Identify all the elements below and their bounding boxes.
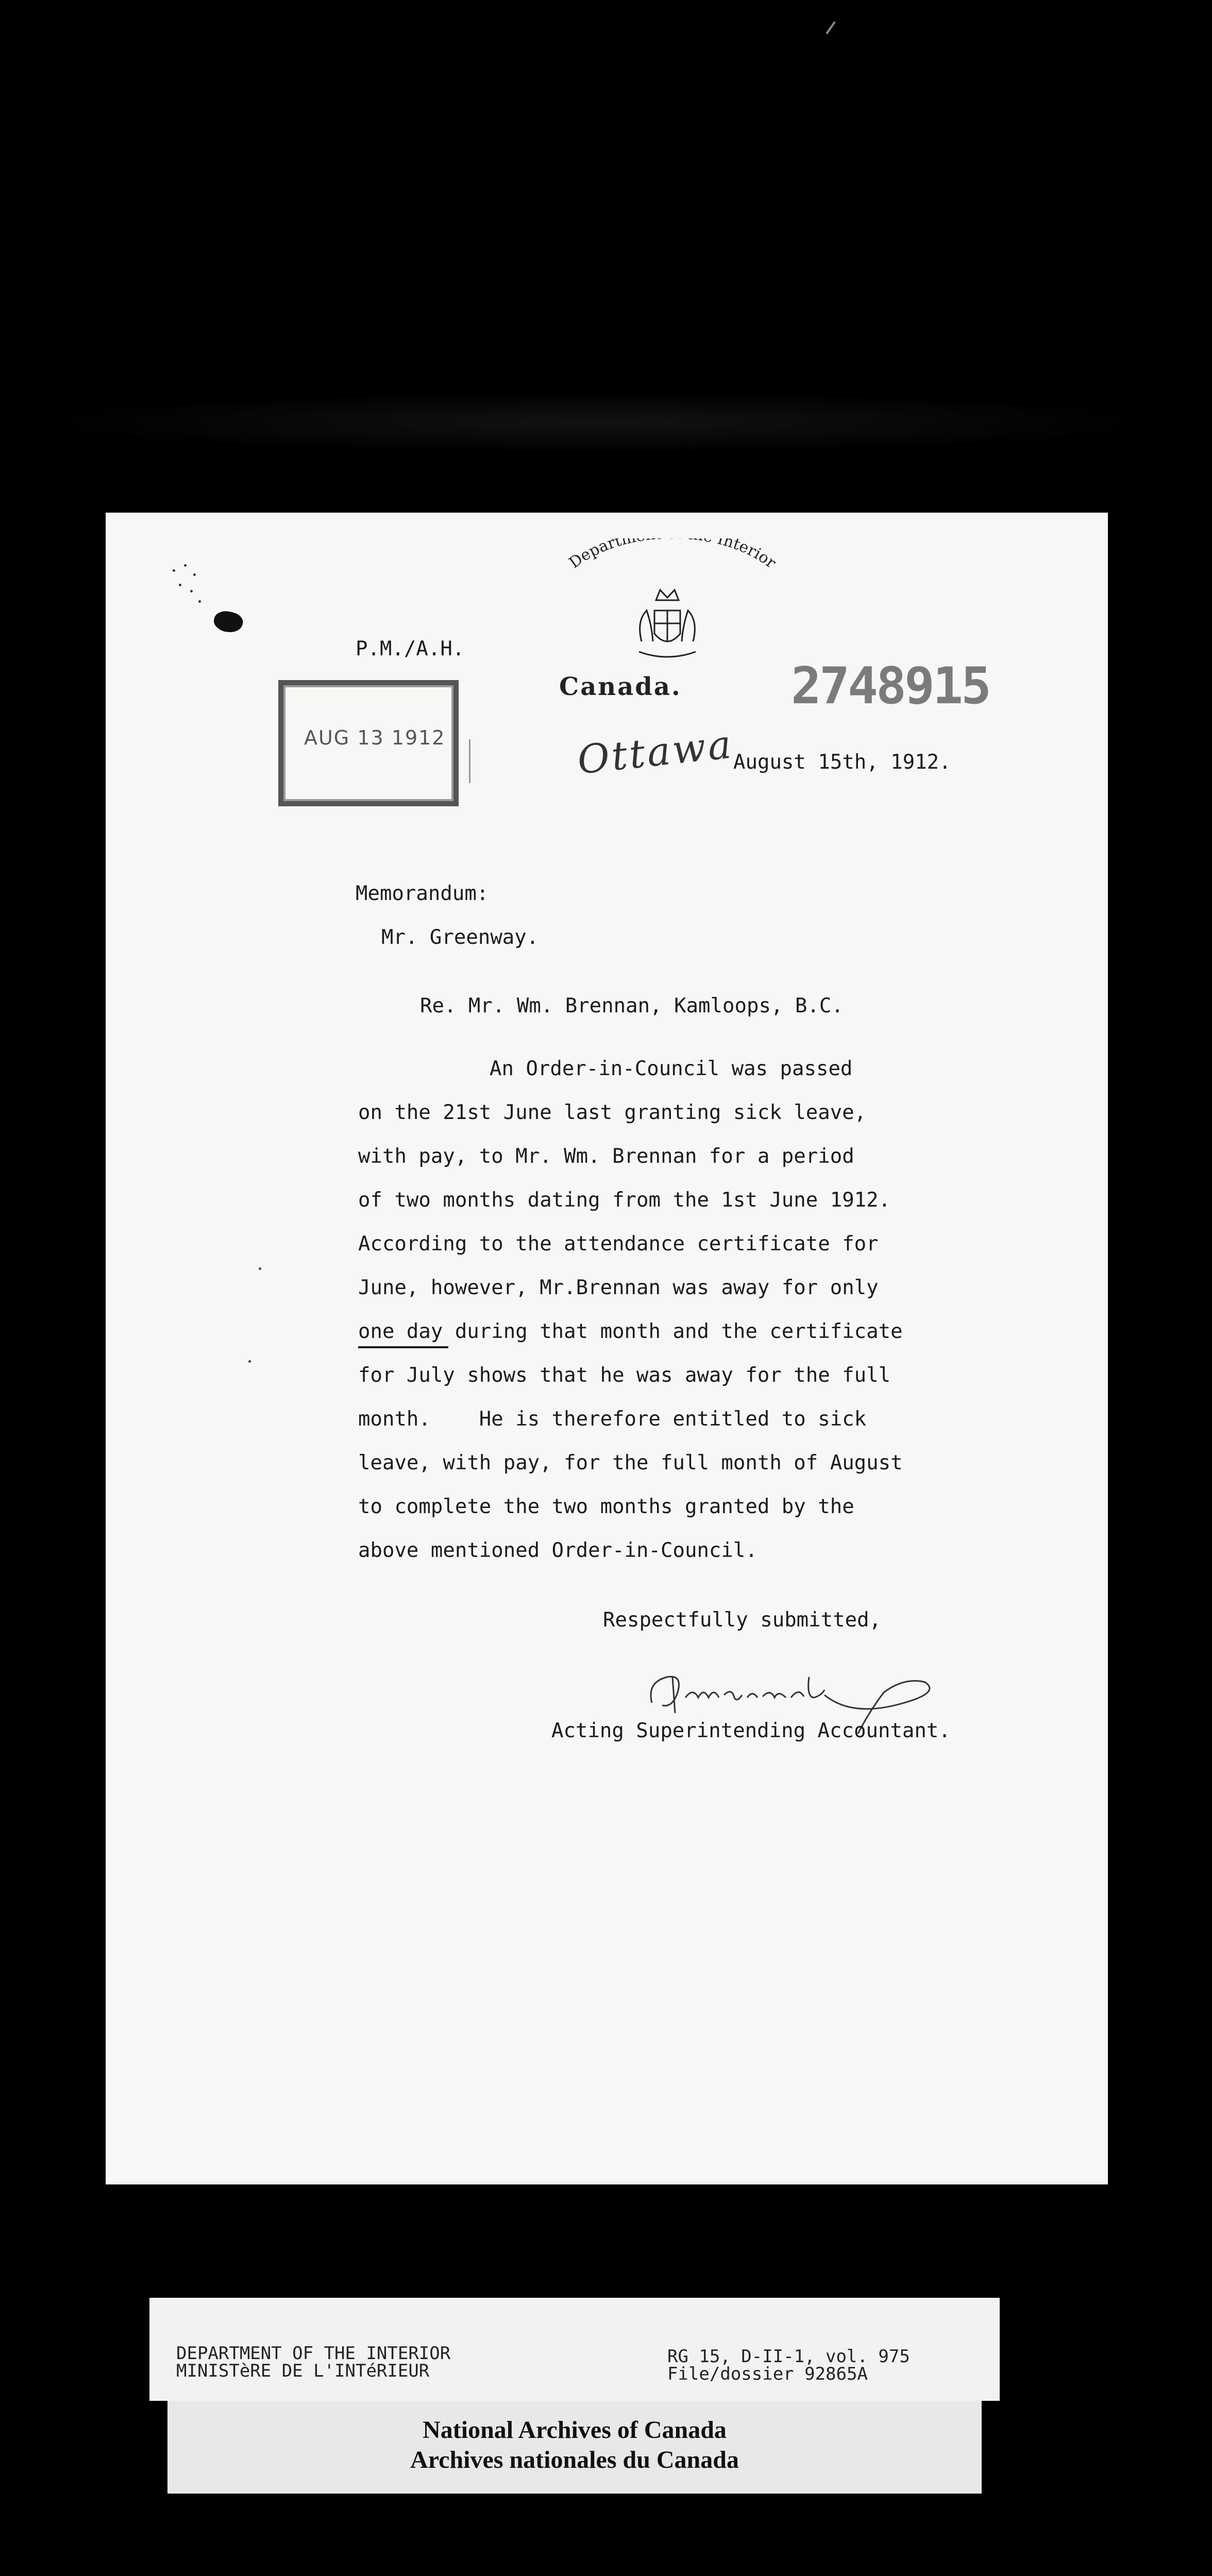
ink-blot: [212, 608, 245, 635]
crest-arc-text: Departm Interior: [565, 538, 780, 572]
scan-smudge: [31, 392, 1165, 453]
one-day-underline: [358, 1346, 448, 1348]
stray-mark: [248, 1360, 251, 1363]
body-line: According to the attendance certificate for: [358, 1232, 879, 1256]
memo-date: August 15th, 1912.: [733, 751, 951, 774]
body-line: leave, with pay, for the full month of August: [358, 1451, 903, 1475]
body-line: one day during that month and the certificate: [358, 1320, 903, 1343]
signatory-title: Acting Superintending Accountant.: [551, 1719, 951, 1742]
memorandum-page: [106, 513, 1108, 2184]
body-line: An Order-in-Council was passed: [490, 1057, 853, 1080]
memo-closing: Respectfully submitted,: [603, 1608, 882, 1632]
letterhead-country: Canada.: [559, 672, 682, 701]
file-number-stamp: 2748915: [791, 657, 990, 716]
body-line: June, however, Mr.Brennan was away for only: [358, 1276, 879, 1299]
body-line: of two months dating from the 1st June 1912.: [358, 1189, 891, 1212]
body-line: on the 21st June last granting sick leave,: [358, 1101, 867, 1124]
body-line: to complete the two months granted by the: [358, 1495, 854, 1518]
archive-reference-card: [149, 2298, 1000, 2401]
department-english: DEPARTMENT OF THE INTERIOR: [176, 2343, 451, 2364]
archives-name-french: Archives nationales du Canada: [410, 2446, 739, 2473]
place-name-script: Ottawa: [575, 721, 735, 783]
scan-tick-mark: [826, 21, 835, 34]
received-stamp-date: AUG 13 1912: [304, 726, 446, 749]
archives-name-english: National Archives of Canada: [423, 2416, 727, 2444]
punch-dots: [173, 564, 204, 605]
record-group-reference: RG 15, D-II-1, vol. 975: [667, 2346, 910, 2367]
margin-mark: [469, 739, 470, 783]
department-french: MINISTèRE DE L'INTéRIEUR: [176, 2361, 430, 2381]
body-line: with pay, to Mr. Wm. Brennan for a period: [358, 1145, 854, 1168]
body-line: for July shows that he was away for the full: [358, 1364, 891, 1387]
memo-addressee: Mr. Greenway.: [381, 926, 539, 949]
memo-heading: Memorandum:: [356, 882, 489, 905]
body-line: above mentioned Order-in-Council.: [358, 1539, 758, 1562]
archives-credit-card: [167, 2401, 982, 2494]
stray-mark: [259, 1267, 261, 1270]
file-dossier-number: File/dossier 92865A: [667, 2364, 868, 2384]
memo-subject: Re. Mr. Wm. Brennan, Kamloops, B.C.: [420, 994, 844, 1018]
reference-initials: P.M./A.H.: [356, 637, 465, 660]
body-line: month. He is therefore entitled to sick: [358, 1408, 867, 1431]
